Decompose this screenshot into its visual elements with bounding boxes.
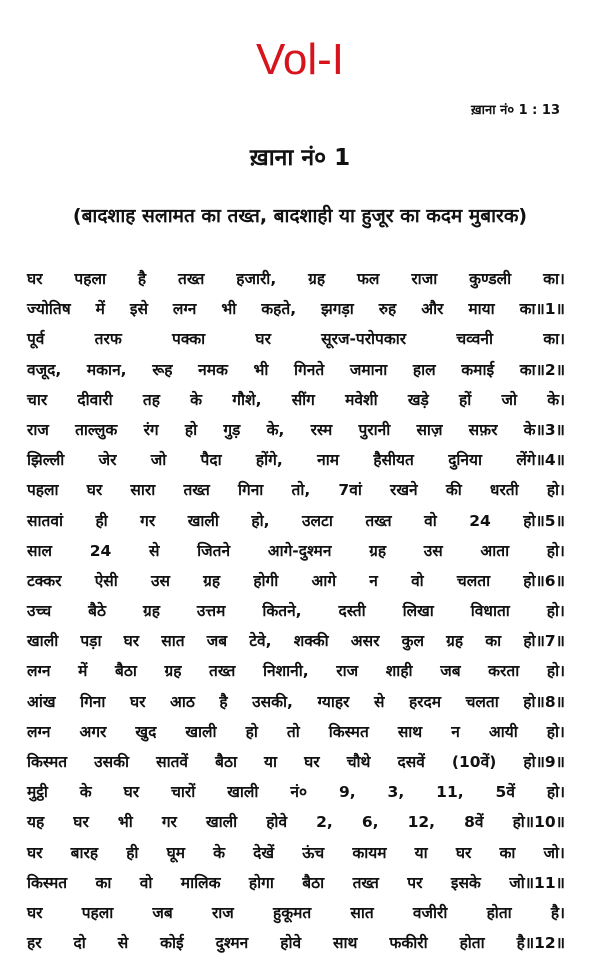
- verse-line: [27, 475, 565, 505]
- verse-word: पहला: [81, 903, 114, 922]
- verse-word: का: [95, 873, 112, 892]
- verse-word: के: [213, 843, 226, 862]
- verse-word: देखें: [253, 843, 275, 862]
- verse-word: खाली: [227, 783, 259, 802]
- verse-word: चार: [27, 390, 48, 409]
- verse-word: शक्की: [293, 632, 329, 651]
- verse-word: और: [421, 300, 444, 319]
- verse-word: का॥1॥: [519, 300, 565, 319]
- verse-word: गर: [140, 511, 156, 530]
- verse-word: दुनिया: [448, 451, 483, 470]
- verse-line: [27, 777, 565, 807]
- verse-word: खड़े: [407, 390, 429, 409]
- verse-word: ग्रह: [203, 571, 221, 590]
- verse-word: 11,: [436, 783, 464, 802]
- verse-word: जेर: [98, 451, 117, 470]
- verse-word: होगा: [248, 873, 274, 892]
- verse-line: [27, 324, 565, 354]
- verse-word: इसके: [450, 873, 481, 892]
- verse-word: रखने: [390, 481, 418, 500]
- verse-word: लिखा: [402, 602, 434, 621]
- verse-line: [27, 415, 565, 445]
- verse-word: शाही: [385, 662, 413, 681]
- verse-word: इसे: [129, 300, 148, 319]
- verse-word: गिनते: [294, 360, 325, 379]
- verse-word: असर: [350, 632, 380, 651]
- verse-word: हो॥6॥: [523, 571, 565, 590]
- verse-word: बैठा: [302, 873, 325, 892]
- verse-word: सात: [350, 903, 374, 922]
- verse-word: के॥3॥: [523, 420, 565, 439]
- verse-word: हो॥9॥: [523, 753, 565, 771]
- verse-word: भी: [253, 360, 269, 379]
- verse-word: का।: [543, 270, 565, 288]
- verse-word: गौशे,: [232, 390, 262, 409]
- verse-word: खाली: [27, 632, 59, 651]
- verse-word: तरफ: [94, 330, 122, 349]
- verse-word: सात: [161, 632, 185, 651]
- verse-word: ग्रह: [164, 662, 182, 681]
- verse-word: सातवां: [27, 511, 63, 530]
- verse-word: उलटा: [302, 511, 333, 530]
- verse-word: हो॥7॥: [523, 632, 565, 651]
- verse-word: लग्न: [172, 300, 197, 319]
- verse-word: होवे: [266, 813, 288, 832]
- verse-word: ग्रह: [369, 541, 387, 560]
- verse-word: हो।: [546, 722, 565, 741]
- verse-word: ऊंच: [302, 843, 325, 862]
- verse-word: फल: [356, 270, 380, 288]
- verse-word: विधाता: [470, 602, 510, 621]
- verse-word: होगी: [253, 571, 279, 590]
- verse-word: का: [485, 632, 502, 651]
- verse-word: या: [264, 753, 278, 771]
- verse-word: कितने,: [262, 602, 302, 621]
- verse-word: वो: [411, 571, 424, 590]
- verse-word: किस्मत: [27, 873, 68, 892]
- verse-word: फकीरी: [389, 934, 428, 953]
- verse-word: या: [414, 843, 428, 862]
- verse-word: वजीरी: [412, 903, 448, 922]
- verse-word: सींग: [291, 390, 315, 409]
- verse-word: के।: [547, 390, 565, 409]
- verse-line: [27, 807, 565, 837]
- verse-word: ऐसी: [94, 571, 118, 590]
- verse-word: साज़: [416, 420, 443, 439]
- page-reference: ख़ाना नं० 1 : 13: [471, 103, 560, 118]
- verse-word: गर: [161, 813, 177, 832]
- verse-word: जब: [440, 662, 461, 681]
- verse-word: 12,: [407, 813, 436, 832]
- verse-word: जो: [501, 390, 517, 409]
- verse-word: कुल: [401, 632, 424, 651]
- verse-word: में: [78, 662, 88, 681]
- verse-block: [27, 264, 565, 958]
- verse-word: चारों: [171, 783, 196, 802]
- verse-word: सातवें: [156, 753, 189, 771]
- verse-word: बैठा: [215, 753, 237, 771]
- verse-word: न: [369, 571, 378, 590]
- verse-word: ज्योतिष: [27, 300, 71, 319]
- verse-word: वो: [139, 873, 153, 892]
- verse-word: ग्रह: [308, 270, 326, 288]
- verse-word: से: [373, 692, 385, 711]
- verse-word: अगर: [79, 722, 107, 741]
- verse-word: करता: [488, 662, 520, 681]
- verse-word: तो: [286, 722, 300, 741]
- verse-word: 5वें: [495, 783, 515, 802]
- verse-word: झिल्ली: [27, 451, 65, 470]
- verse-word: खाली: [205, 813, 238, 832]
- verse-word: हो।: [546, 602, 565, 621]
- verse-word: 2,: [316, 813, 333, 832]
- verse-word: के,: [266, 420, 285, 439]
- verse-word: ही: [126, 843, 139, 862]
- verse-word: 24: [469, 511, 491, 530]
- verse-word: घर: [86, 481, 103, 500]
- verse-word: मालिक: [180, 873, 221, 892]
- verse-word: 6,: [361, 813, 379, 832]
- verse-word: नं०: [290, 783, 308, 802]
- verse-word: चौथे: [346, 753, 371, 771]
- verse-word: हो॥8॥: [523, 692, 565, 711]
- verse-word: किस्मत: [328, 722, 369, 741]
- verse-word: खाली: [187, 511, 219, 530]
- verse-word: ताल्लुक: [75, 420, 118, 439]
- verse-word: हो।: [546, 783, 565, 802]
- verse-word: घर: [304, 753, 320, 771]
- verse-word: होवे: [280, 934, 302, 953]
- verse-word: की: [445, 481, 462, 500]
- verse-word: चलता: [465, 692, 499, 711]
- verse-word: हो।: [546, 662, 565, 681]
- section-title: ख़ाना नं० 1: [249, 145, 351, 171]
- verse-word: हो: [184, 420, 198, 439]
- verse-word: का।: [543, 330, 565, 349]
- verse-word: आठ: [170, 692, 195, 711]
- verse-word: गिना: [80, 692, 106, 711]
- verse-word: यह: [27, 813, 45, 832]
- verse-word: हो।: [546, 481, 565, 500]
- verse-word: उसकी: [94, 753, 130, 771]
- verse-word: कुण्डली: [469, 270, 512, 288]
- verse-word: हैसीयत: [373, 451, 414, 470]
- verse-word: हरदम: [408, 692, 442, 711]
- verse-line: [27, 747, 565, 777]
- verse-word: जो।: [543, 843, 565, 862]
- verse-word: सारा: [130, 481, 156, 500]
- verse-word: रूह: [152, 360, 173, 379]
- verse-word: उस: [423, 541, 443, 560]
- verse-word: दुश्मन: [215, 934, 249, 953]
- verse-word: हजारी,: [236, 270, 277, 288]
- verse-word: राज: [336, 662, 359, 681]
- verse-word: हो।: [546, 541, 565, 560]
- verse-word: राजा: [411, 270, 438, 288]
- verse-line: [27, 264, 565, 294]
- verse-line: [27, 656, 565, 686]
- verse-word: घर: [73, 813, 89, 832]
- verse-word: धरती: [489, 481, 519, 500]
- verse-word: आंख: [27, 692, 56, 711]
- verse-word: तो,: [291, 481, 311, 500]
- verse-word: का: [499, 843, 516, 862]
- verse-word: रुह: [378, 300, 397, 319]
- verse-word: दस्ती: [338, 602, 366, 621]
- verse-word: होता: [459, 934, 485, 953]
- verse-word: आता: [480, 541, 510, 560]
- verse-line: [27, 898, 565, 928]
- verse-word: पैदा: [200, 451, 222, 470]
- verse-word: होंगे,: [255, 451, 283, 470]
- verse-line: [27, 717, 565, 747]
- verse-word: निशानी,: [263, 662, 309, 681]
- verse-word: गिना: [237, 481, 264, 500]
- verse-word: है: [219, 692, 228, 711]
- verse-word: घर: [455, 843, 472, 862]
- verse-word: कोई: [160, 934, 184, 953]
- verse-word: कहते,: [261, 300, 297, 319]
- verse-word: घर: [27, 270, 43, 288]
- verse-word: घर: [27, 903, 43, 922]
- verse-word: किस्मत: [27, 753, 68, 771]
- verse-word: खाली: [185, 722, 217, 741]
- verse-word: घर: [255, 330, 271, 349]
- verse-word: वजूद,: [27, 360, 62, 379]
- verse-word: जितने: [197, 541, 231, 560]
- verse-word: ग्रह: [446, 632, 464, 651]
- verse-word: बारह: [70, 843, 99, 862]
- verse-word: तह: [142, 390, 160, 409]
- verse-word: उसकी,: [252, 692, 293, 711]
- verse-word: टक्कर: [27, 571, 62, 590]
- verse-word: बैठा: [114, 662, 137, 681]
- verse-word: साथ: [397, 722, 423, 741]
- verse-word: 9,: [338, 783, 356, 802]
- verse-word: होता: [486, 903, 512, 922]
- verse-word: तख्त: [352, 873, 379, 892]
- verse-word: के: [190, 390, 203, 409]
- verse-word: है॥12॥: [516, 934, 565, 953]
- section-subtitle: (बादशाह सलामत का तख्त, बादशाही या हुजूर का कदम मुबारक): [72, 205, 528, 227]
- verse-line: [27, 868, 565, 898]
- verse-word: न: [451, 722, 460, 741]
- verse-word: जब: [152, 903, 173, 922]
- verse-word: राज: [211, 903, 234, 922]
- verse-word: पक्का: [172, 330, 206, 349]
- verse-word: साल: [27, 541, 53, 560]
- verse-word: कमाई: [461, 360, 495, 379]
- verse-word: मवेशी: [345, 390, 378, 409]
- verse-line: [27, 838, 565, 868]
- verse-word: हो,: [251, 511, 270, 530]
- verse-word: दीवारी: [77, 390, 113, 409]
- verse-word: आगे: [311, 571, 337, 590]
- verse-word: तख्त: [209, 662, 236, 681]
- verse-word: पर: [407, 873, 423, 892]
- verse-word: से: [117, 934, 129, 953]
- verse-word: रंग: [143, 420, 159, 439]
- verse-word: भी: [117, 813, 133, 832]
- verse-word: घर: [129, 692, 146, 711]
- verse-word: कायम: [352, 843, 387, 862]
- verse-word: में: [95, 300, 105, 319]
- verse-word: पहला: [74, 270, 106, 288]
- verse-word: हुकूमत: [272, 903, 312, 922]
- verse-word: मकान,: [86, 360, 127, 379]
- verse-line: [27, 687, 565, 717]
- verse-word: घर: [123, 783, 140, 802]
- verse-word: दो: [73, 934, 86, 953]
- verse-word: जो॥11॥: [509, 873, 565, 892]
- verse-word: तख्त: [365, 511, 392, 530]
- verse-word: घर: [27, 843, 43, 862]
- verse-word: बैठे: [88, 602, 106, 621]
- verse-word: है: [137, 270, 147, 288]
- verse-word: जमाना: [349, 360, 388, 379]
- verse-word: जो: [150, 451, 167, 470]
- verse-word: पूर्व: [27, 330, 45, 349]
- verse-word: नमक: [198, 360, 228, 379]
- verse-word: तख्त: [177, 270, 205, 288]
- verse-word: भी: [221, 300, 237, 319]
- verse-word: 3,: [387, 783, 405, 802]
- verse-word: (10वें): [451, 753, 497, 771]
- verse-word: हो॥10॥: [512, 813, 565, 832]
- verse-word: आयी: [488, 722, 518, 741]
- verse-word: ग्याहर: [317, 692, 350, 711]
- verse-word: हो॥5॥: [523, 511, 565, 530]
- verse-word: मुट्ठी: [27, 783, 48, 802]
- verse-word: दसवें: [397, 753, 425, 771]
- verse-word: टेवे,: [249, 632, 272, 651]
- verse-word: पुरानी: [358, 420, 391, 439]
- verse-word: 24: [89, 541, 112, 560]
- verse-word: का॥2॥: [519, 360, 565, 379]
- verse-line: [27, 445, 565, 475]
- verse-line: [27, 385, 565, 415]
- verse-line: [27, 928, 565, 958]
- verse-line: [27, 536, 565, 566]
- verse-word: लेंगे॥4॥: [516, 451, 565, 470]
- verse-word: खुद: [135, 722, 157, 741]
- verse-word: से: [148, 541, 160, 560]
- verse-word: उत्तम: [196, 602, 226, 621]
- verse-word: 7वां: [338, 481, 362, 500]
- verse-line: [27, 506, 565, 536]
- verse-word: पड़ा: [80, 632, 102, 651]
- verse-line: [27, 566, 565, 596]
- verse-word: चव्वनी: [456, 330, 493, 349]
- verse-word: सूरज-परोपकार: [321, 330, 407, 349]
- verse-word: झगड़ा: [321, 300, 354, 319]
- verse-line: [27, 355, 565, 385]
- verse-word: उस: [150, 571, 170, 590]
- verse-word: हो: [245, 722, 258, 741]
- verse-word: लग्न: [27, 722, 51, 741]
- verse-word: रस्म: [310, 420, 333, 439]
- verse-word: तख्त: [183, 481, 210, 500]
- verse-word: है।: [550, 903, 565, 922]
- verse-word: सफ़र: [468, 420, 498, 439]
- verse-word: पहला: [27, 481, 59, 500]
- verse-word: गुड़: [223, 420, 241, 439]
- verse-line: [27, 294, 565, 324]
- verse-word: राज: [27, 420, 49, 439]
- verse-word: नाम: [317, 451, 339, 470]
- verse-word: हर: [27, 934, 42, 953]
- verse-word: वो: [424, 511, 437, 530]
- verse-word: जब: [206, 632, 228, 651]
- verse-word: लग्न: [27, 662, 51, 681]
- verse-word: आगे-दुश्मन: [267, 541, 332, 560]
- verse-word: घर: [123, 632, 140, 651]
- verse-word: हों: [459, 390, 472, 409]
- verse-word: घूम: [166, 843, 186, 862]
- verse-word: हाल: [412, 360, 436, 379]
- verse-word: के: [79, 783, 92, 802]
- verse-word: साथ: [333, 934, 358, 953]
- volume-label: Vol-I: [255, 35, 345, 84]
- verse-line: [27, 626, 565, 656]
- verse-word: माया: [468, 300, 495, 319]
- verse-line: [27, 596, 565, 626]
- verse-word: ही: [95, 511, 108, 530]
- verse-word: चलता: [456, 571, 491, 590]
- verse-word: ग्रह: [142, 602, 160, 621]
- verse-word: उच्च: [27, 602, 52, 621]
- verse-word: 8वें: [464, 813, 484, 832]
